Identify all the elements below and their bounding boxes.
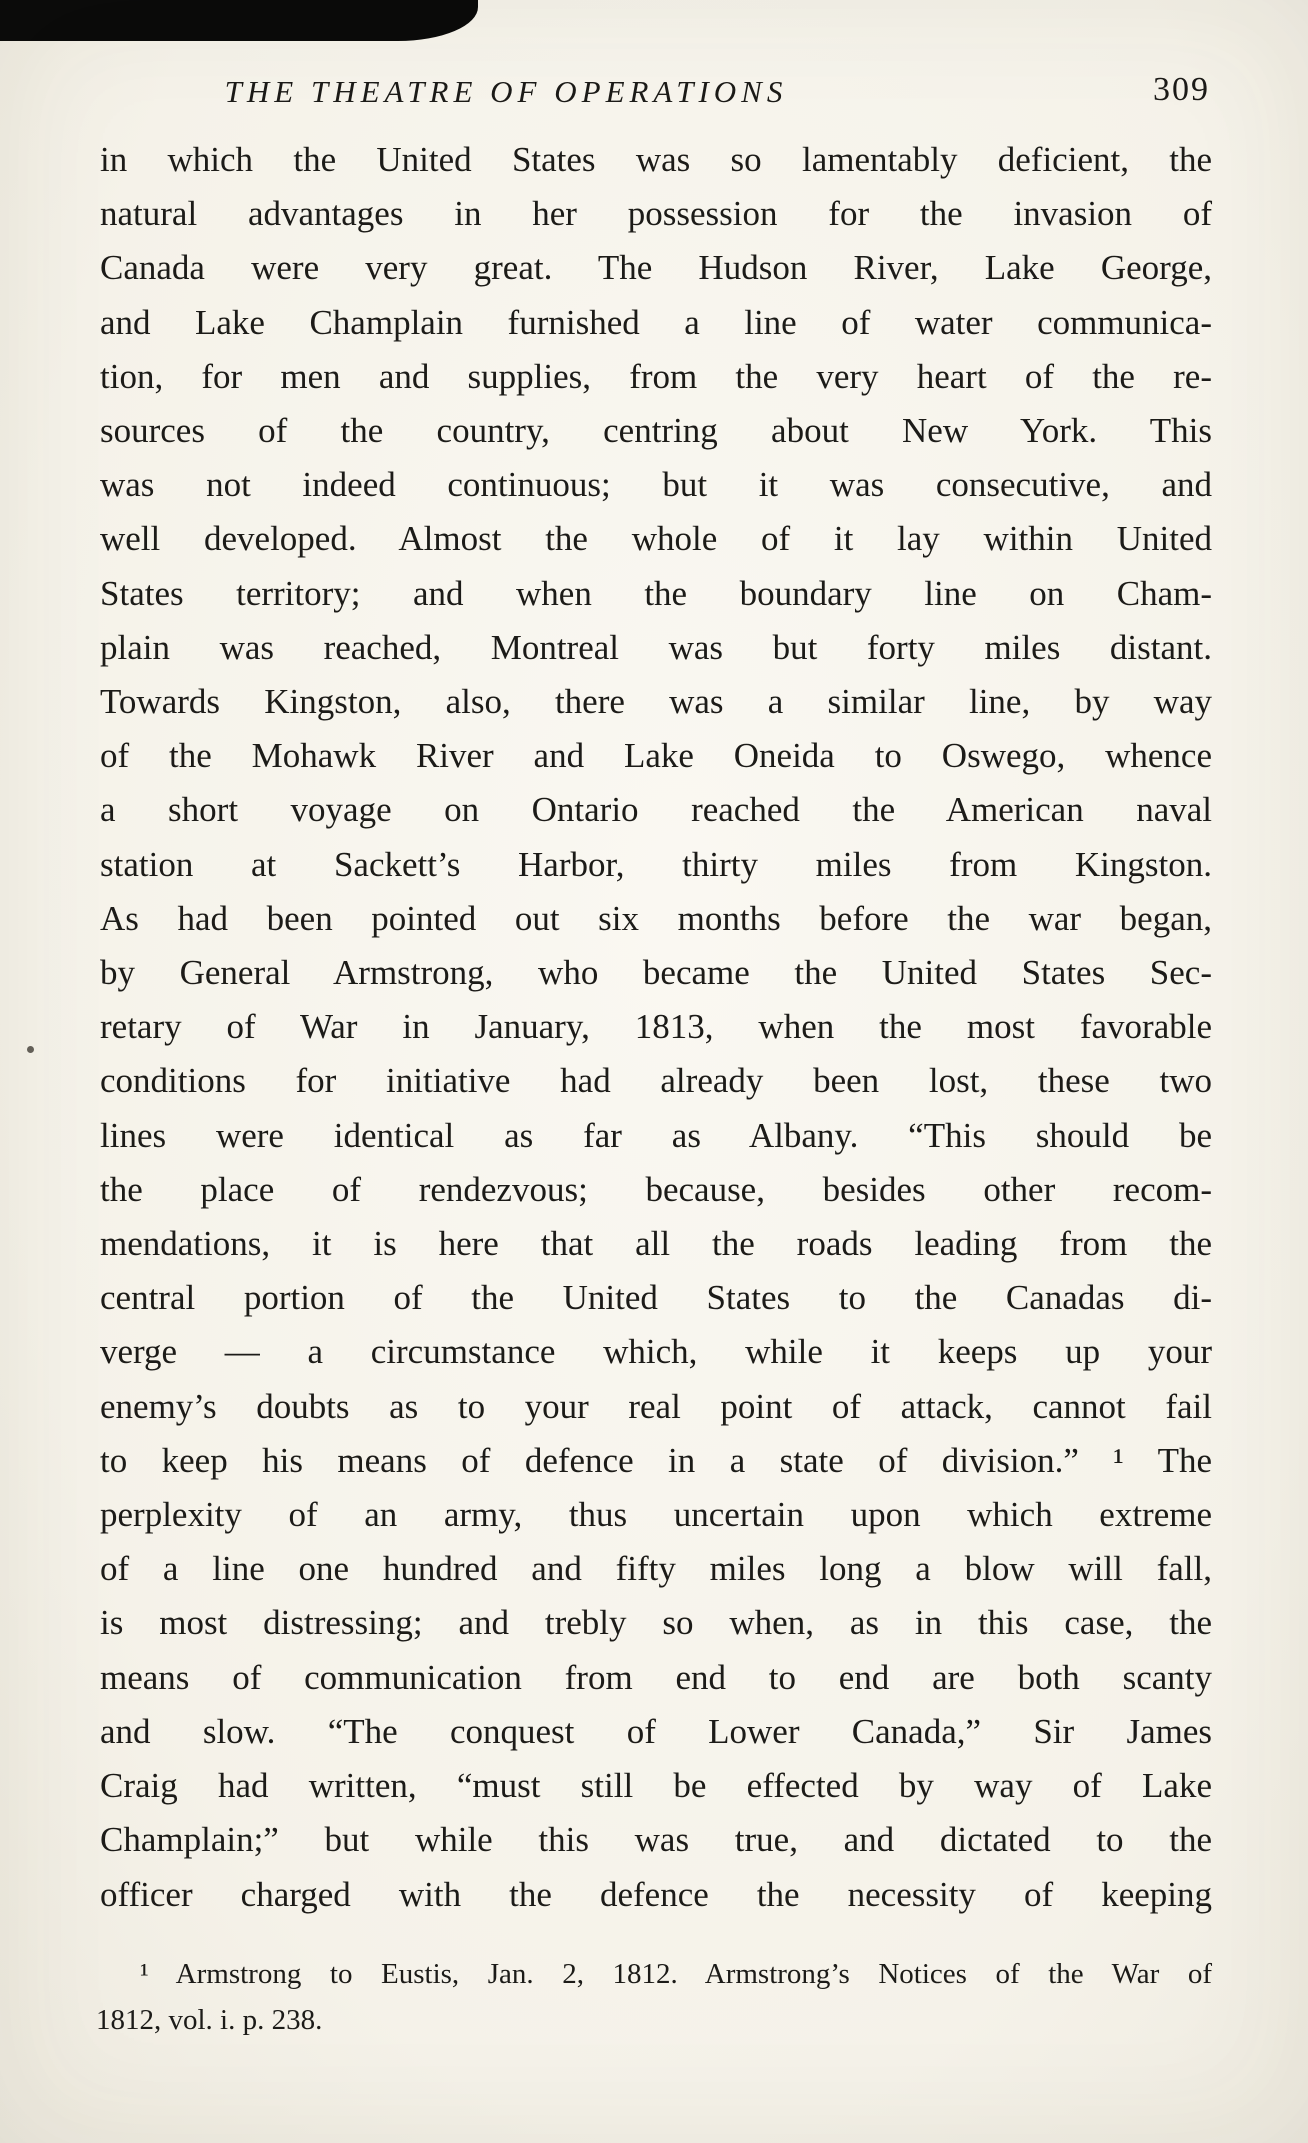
body-text-line: was not indeed continuous; but it was consecutive, and: [100, 465, 1212, 505]
body-text-line: natural advantages in her possession for the invasion of: [100, 194, 1212, 234]
footnote: [96, 1951, 1212, 2043]
body-text-line: the place of rendezvous; because, besides other recom-: [100, 1169, 1212, 1209]
body-text-line: sources of the country, centring about New York. This: [100, 411, 1212, 451]
body-text-line: well developed. Almost the whole of it lay within United: [100, 519, 1212, 559]
body-text-line: retary of War in January, 1813, when the most favorable: [100, 1007, 1212, 1047]
body-text-line: Champlain;” but while this was true, and dictated to the: [100, 1820, 1212, 1860]
body-text-line: plain was reached, Montreal was but forty miles distant.: [100, 627, 1212, 667]
footnote-line: 1812, vol. i. p. 238.: [96, 2004, 323, 2036]
body-text-line: of a line one hundred and fifty miles long a blow will fall,: [100, 1549, 1212, 1589]
body-text-line: tion, for men and supplies, from the very heart of the re-: [100, 356, 1212, 396]
body-text-line: Towards Kingston, also, there was a similar line, by way: [100, 682, 1212, 722]
body-text-line: Craig had written, “must still be effected by way of Lake: [100, 1766, 1212, 1806]
body-text-line: States territory; and when the boundary line on Cham-: [100, 573, 1212, 613]
body-text-line: As had been pointed out six months before the war began,: [100, 898, 1212, 938]
body-text-line: central portion of the United States to the Canadas di-: [100, 1278, 1212, 1318]
running-title: THE THEATRE OF OPERATIONS: [224, 74, 788, 109]
body-text: [100, 133, 1212, 1922]
footnote-line: ¹ Armstrong to Eustis, Jan. 2, 1812. Armstrong’s Notices of the War of: [140, 1958, 1212, 1990]
page-header: [100, 71, 1212, 120]
body-text-line: and Lake Champlain furnished a line of water communica-: [100, 302, 1212, 342]
body-text-line: in which the United States was so lamentably deficient, the: [100, 140, 1212, 179]
body-text-line: Canada were very great. The Hudson River, Lake George,: [100, 248, 1212, 288]
body-text-line: means of communication from end to end are both scanty: [100, 1657, 1212, 1697]
body-text-line: of the Mohawk River and Lake Oneida to Oswego, whence: [100, 736, 1212, 776]
body-text-line: officer charged with the defence the necessity of keeping: [100, 1874, 1212, 1914]
body-text-line: conditions for initiative had already been lost, these two: [100, 1061, 1212, 1101]
body-text-line: is most distressing; and trebly so when, as in this case, the: [100, 1603, 1212, 1643]
body-text-line: to keep his means of defence in a state of division.” ¹ The: [100, 1440, 1212, 1480]
body-text-line: enemy’s doubts as to your real point of attack, cannot fail: [100, 1386, 1212, 1426]
page-number: 309: [1153, 71, 1210, 108]
body-text-line: perplexity of an army, thus uncertain upon which extreme: [100, 1495, 1212, 1535]
body-text-line: a short voyage on Ontario reached the American naval: [100, 790, 1212, 830]
body-text-line: station at Sackett’s Harbor, thirty miles from Kingston.: [100, 844, 1212, 884]
scan-artifact-ink-speck: [27, 1046, 34, 1053]
body-text-line: by General Armstrong, who became the United States Sec-: [100, 953, 1212, 993]
body-text-line: mendations, it is here that all the roads leading from the: [100, 1224, 1212, 1264]
scan-artifact-top-bar: [0, 0, 478, 41]
body-text-line: lines were identical as far as Albany. “This should be: [100, 1115, 1212, 1155]
body-text-line: verge — a circumstance which, while it keeps up your: [100, 1332, 1212, 1372]
body-text-line: and slow. “The conquest of Lower Canada,” Sir James: [100, 1711, 1212, 1751]
